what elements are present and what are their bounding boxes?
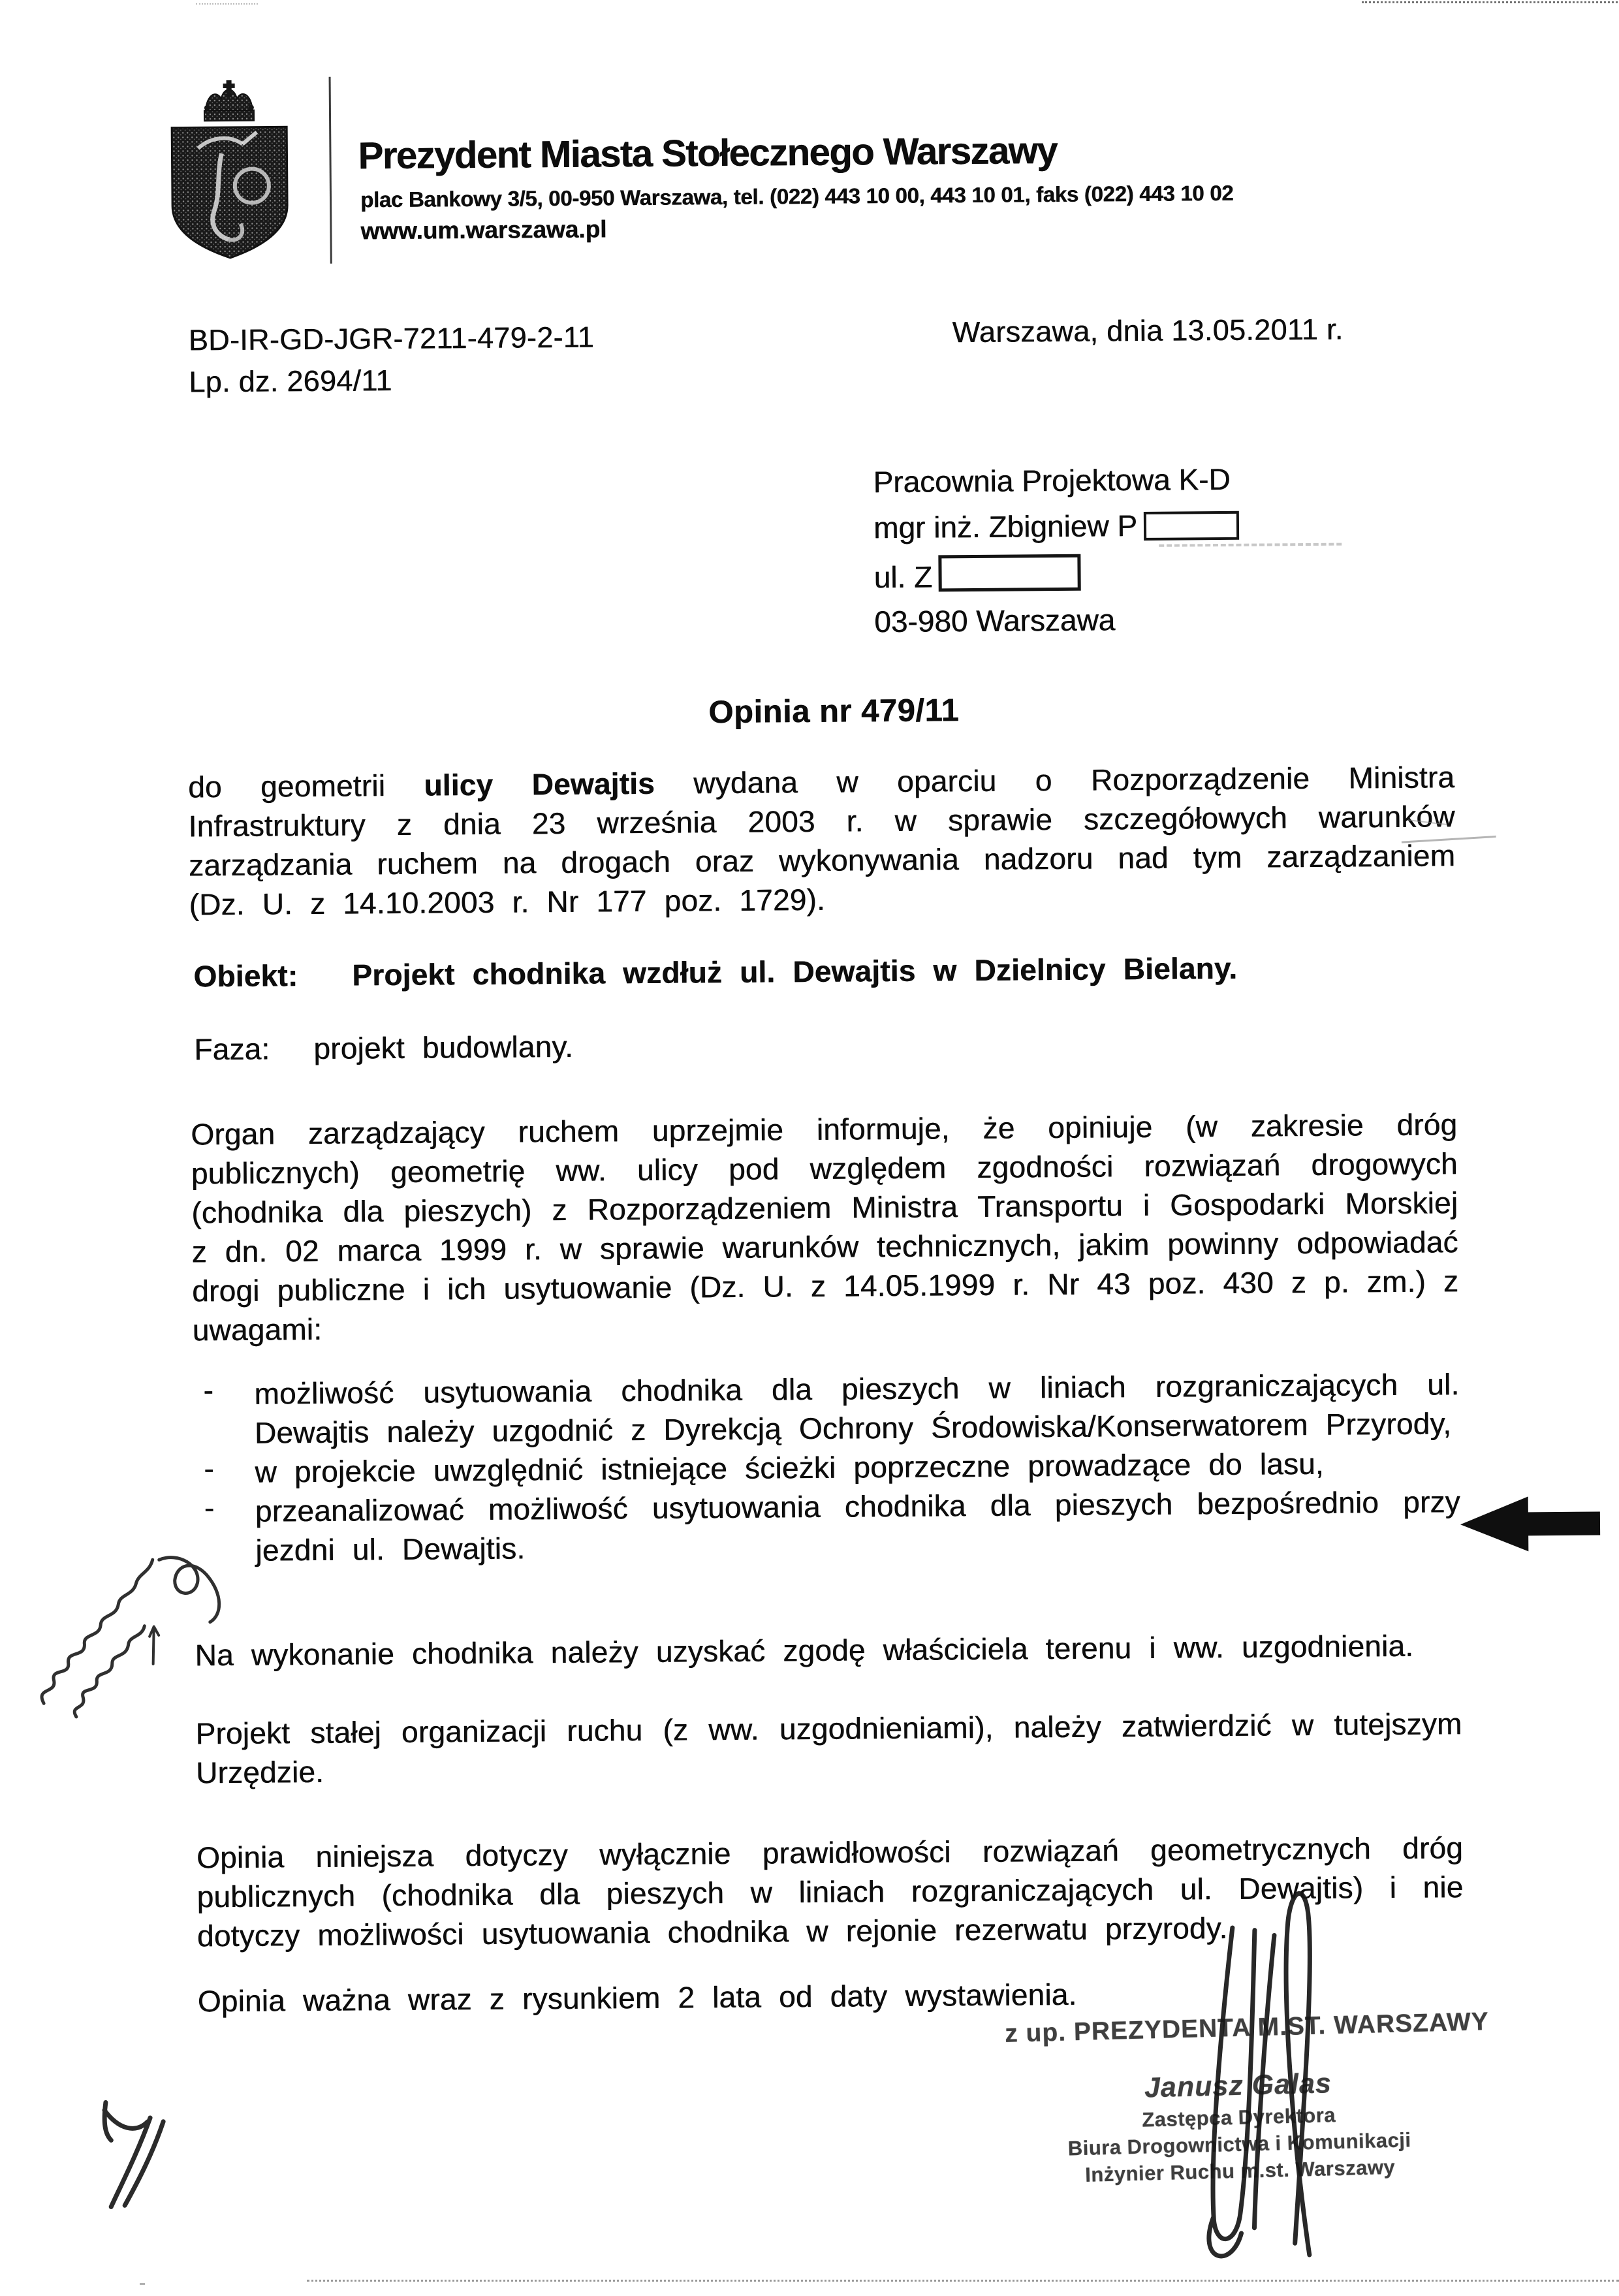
bullet-dash: - <box>203 1373 214 1407</box>
addressee-person-text: mgr inż. Zbigniew P <box>873 509 1138 545</box>
case-number: BD-IR-GD-JGR-7211-479-2-11 <box>188 320 595 357</box>
phase-value: projekt budowlany. <box>313 1029 574 1065</box>
letterhead <box>159 76 300 263</box>
remark-item-3 <box>194 1482 1461 1570</box>
handwritten-paraph <box>80 2081 198 2225</box>
document-title: Opinia nr 479/11 <box>708 693 960 731</box>
object-row <box>193 947 1460 996</box>
closing-paragraph-3: Opinia niniejsza dotyczy wyłącznie prawidłowości rozwiązań geometrycznych dróg publicznych (chodnika dla pieszych w liniach rozgraniczających ul. Dewajtis) i nie dotyczy możliwości usytuowania chodnika w rejonie rezerwatu przyrody. <box>196 1831 1464 1953</box>
journal-number: Lp. dz. 2694/11 <box>189 363 392 399</box>
closing-paragraph-4: Opinia ważna wraz z rysunkiem 2 lata od daty wystawienia. <box>197 1977 1077 2019</box>
letterhead-divider <box>329 77 332 264</box>
object-label: Obiekt: <box>193 958 298 994</box>
remark-text-2: w projekcie uwzględnić istniejące ścieżki poprzeczne prowadzące do lasu, <box>255 1446 1324 1489</box>
redaction-box-street <box>939 554 1081 592</box>
addressee-city: 03-980 Warszawa <box>873 603 1116 639</box>
remarks-list <box>193 1364 1460 1570</box>
signoff-role-1: Zastępca Dyrektora <box>1141 2103 1336 2131</box>
warsaw-coat-of-arms-icon <box>159 76 300 263</box>
object-value: Projekt chodnika wzdłuż ul. Dewajtis w Dzielnicy Bielany. <box>352 951 1238 992</box>
letterhead-address: plac Bankowy 3/5, 00-950 Warszawa, tel. (022) 443 10 00, 443 10 01, faks (022) 443 10 02 <box>360 180 1234 212</box>
left-arrow-annotation-icon <box>1458 1492 1605 1558</box>
intro-text-post: wydana w oparciu o Rozporządzenie Ministra Infrastruktury z dnia 23 września 2003 r. w sprawie szczegółowych warunków zarządzania ruchem na drogach oraz wykonywania nadzoru nad tym zarządzaniem (Dz. U. z 14.10.2003 r. Nr 177 poz. 1729). <box>188 760 1456 922</box>
addressee-person <box>873 505 1461 545</box>
signoff-role-2: Biura Drogownictwa i Komunikacji <box>1067 2128 1411 2160</box>
letterhead-org-name: Prezydent Miasta Stołecznego Warszawy <box>358 129 1058 178</box>
addressee-company: Pracownia Projektowa K-D <box>873 462 1231 499</box>
closing-paragraph-2: Projekt stałej organizacji ruchu (z ww. uzgodnieniami), należy zatwierdzić w tutejszym Urzędzie. <box>195 1706 1462 1790</box>
bullet-dash: - <box>204 1490 215 1525</box>
phase-label: Faza: <box>194 1031 270 1067</box>
letterhead-website: www.um.warszawa.pl <box>360 215 607 245</box>
intro-paragraph <box>188 757 1456 924</box>
remark-text-3: przeanalizować możliwość usytuowania chodnika dla pieszych bezpośrednio przy jezdni ul. Dewajtis. <box>255 1485 1460 1567</box>
intro-text-bold-street: ulicy Dewajtis <box>424 766 655 802</box>
addressee-street <box>873 551 1461 595</box>
signoff-name: Janusz Galas <box>1144 2068 1332 2104</box>
remark-item-1 <box>193 1364 1460 1453</box>
closing-paragraph-1: Na wykonanie chodnika należy uzyskać zgodę właściciela terenu i ww. uzgodnienia. <box>195 1628 1414 1673</box>
bullet-dash: - <box>204 1451 215 1486</box>
handwritten-signature <box>1168 1869 1367 2275</box>
signoff-role-3: Inżynier Ruchu m.st. Warszawy <box>1084 2155 1396 2186</box>
remark-text-1: możliwość usytuowania chodnika dla pieszych w liniach rozgraniczających ul. Dewajtis należy uzgodnić z Dyrekcją Ochrony Środowiska/Konserwatorem Przyrody, <box>254 1367 1460 1450</box>
addressee-street-text: ul. Z <box>873 559 933 595</box>
place-and-date: Warszawa, dnia 13.05.2011 r. <box>952 312 1344 349</box>
intro-text-pre: do geometrii <box>187 768 424 804</box>
addressee-block <box>873 460 1462 639</box>
phase-row <box>194 1020 1460 1069</box>
signoff-authority: z up. PREZYDENTA M.ST. WARSZAWY <box>1004 2007 1490 2048</box>
opinion-paragraph: Organ zarządzający ruchem uprzejmie informuje, że opiniuje (w zakresie dróg publicznych) geometrię ww. ulicy pod względem zgodności rozwiązań drogowych (chodnika dla pieszych) z Rozporządzeniem Ministra Transportu i Gospodarki Morskiej z dn. 02 marca 1999 r. w sprawie warunków technicznych, jakim powinny odpowiadać drogi publiczne i ich usytuowanie (Dz. U. z 14.05.1999 r. Nr 43 poz. 430 z p. zm.) z uwagami: <box>191 1107 1459 1347</box>
redaction-box-surname <box>1144 511 1239 541</box>
